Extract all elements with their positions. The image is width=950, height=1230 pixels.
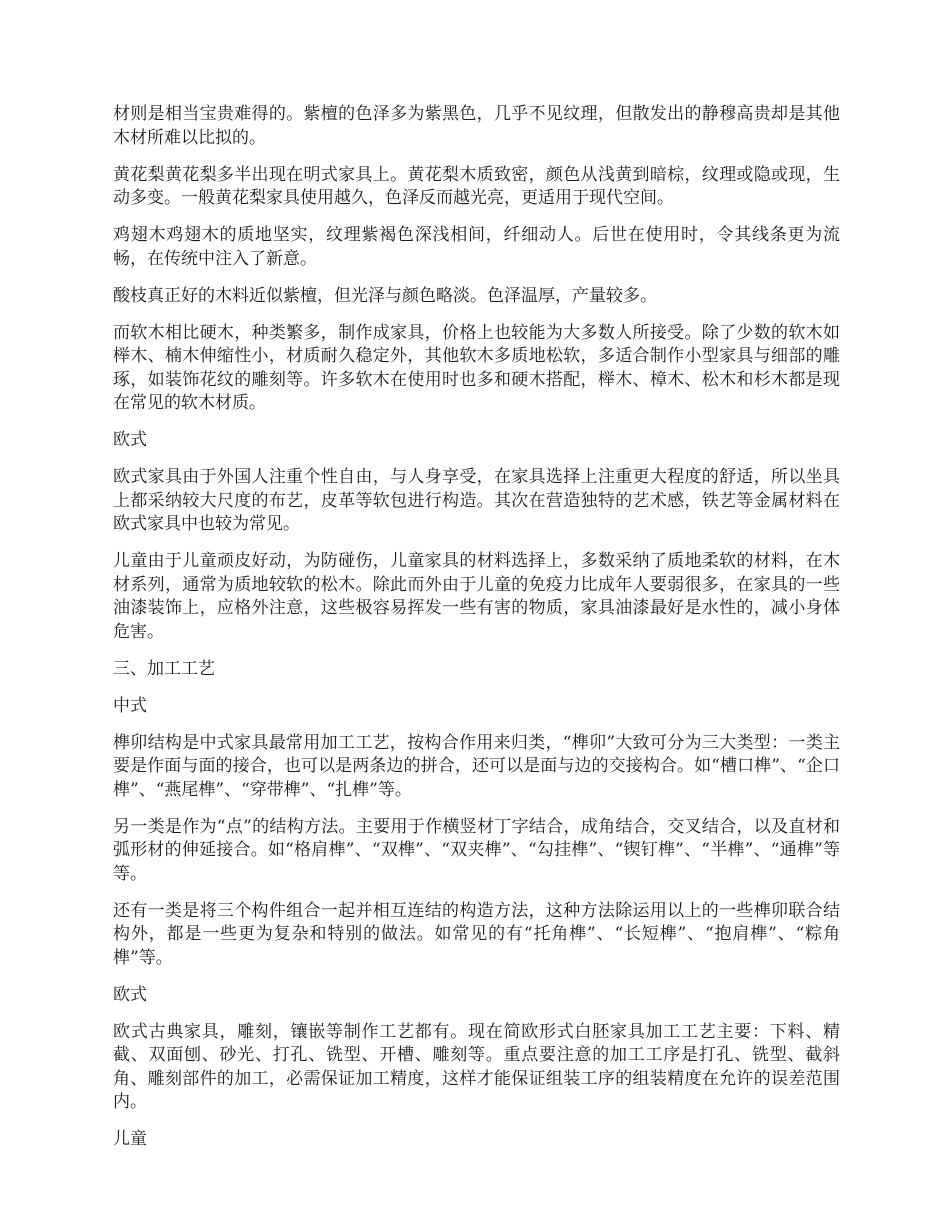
paragraph-european-processing: 欧式古典家具，雕刻，镶嵌等制作工艺都有。现在简欧形式白胚家具加工工艺主要：下料、精截、双面刨、砂光、打孔、铣型、开槽、雕刻等。重点要注意的加工工序是打孔、铣型、截斜角、雕刻部件的加工，必需保证加工精度，这样才能保证组装工序的组装精度在允许的误差范围内。 [113,1021,840,1112]
section-heading-chinese-processing: 中式 [113,695,147,716]
section-heading-processing: 三、加工工艺 [113,658,215,679]
paragraph-mortise-tenon-type-3: 还有一类是将三个构件组合一起并相互连结的构造方法，这种方法除运用以上的一些榫卯联合结构外，都是一些更为复杂和特别的做法。如常见的有“托角榫”、“长短榫”、“抱肩榫”、“粽角榫”等。 [113,900,840,968]
paragraph-huanghuali: 黄花梨黄花梨多半出现在明式家具上。黄花梨木质致密，颜色从浅黄到暗棕，纹理或隐或现，生动多变。一般黄花梨家具使用越久，色泽反而越光亮，更适用于现代空间。 [113,164,840,208]
paragraph-mortise-tenon-type-2: 另一类是作为“点”的结构方法。主要用于作横竖材丁字结合，成角结合，交叉结合，以及直材和弧形材的伸延接合。如“格肩榫”、“双榫”、“双夹榫”、“勾挂榫”、“锲钉榫”、“半榫”、“通榫”等等。 [113,816,840,884]
document-page [113,103,840,1165]
section-heading-european-materials: 欧式 [113,430,147,450]
paragraph-mortise-tenon-type-1: 榫卯结构是中式家具最常用加工工艺，按构合作用来归类，“榫卯”大致可分为三大类型：一类主要是作面与面的接合，也可以是两条边的拼合，还可以是面与边的交接构合。如“槽口榫”、“企口榫”、“燕尾榫”、“穿带榫”、“扎榫”等。 [113,732,840,800]
paragraph-suanzhi: 酸枝真正好的木料近似紫檀，但光泽与颜色略淡。色泽温厚，产量较多。 [113,285,657,306]
paragraph-children-materials: 儿童由于儿童顽皮好动，为防碰伤，儿童家具的材料选择上，多数采纳了质地柔软的材料，在木材系列，通常为质地较软的松木。除此而外由于儿童的免疫力比成年人要弱很多，在家具的一些油漆装饰上，应格外注意，这些极容易挥发一些有害的物质，家具油漆最好是水性的，减小身体危害。 [113,551,840,642]
paragraph-softwood: 而软木相比硬木，种类繁多，制作成家具，价格上也较能为大多数人所接受。除了少数的软木如榉木、楠木伸缩性小，材质耐久稳定外，其他软木多质地松软，多适合制作小型家具与细部的雕琢，如装饰花纹的雕刻等。许多软木在使用时也多和硬木搭配，榉木、樟木、松木和杉木都是现在常见的软木材质。 [113,322,840,413]
paragraph-european-materials: 欧式家具由于外国人注重个性自由，与人身享受，在家具选择上注重更大程度的舒适，所以坐具上都采纳较大尺度的布艺，皮革等软包进行构造。其次在营造独特的艺术感，铁艺等金属材料在欧式家具中也较为常见。 [113,467,840,534]
section-heading-children-processing: 儿童 [113,1129,147,1149]
paragraph-zitan: 材则是相当宝贵难得的。紫檀的色泽多为紫黑色，几乎不见纹理，但散发出的静穆高贵却是其他木材所难以比拟的。 [113,104,840,148]
section-heading-european-processing: 欧式 [113,984,147,1005]
paragraph-jichimu: 鸡翅木鸡翅木的质地坚实，纹理紫褐色深浅相间，纤细动人。后世在使用时，令其线条更为流畅，在传统中注入了新意。 [113,225,840,269]
